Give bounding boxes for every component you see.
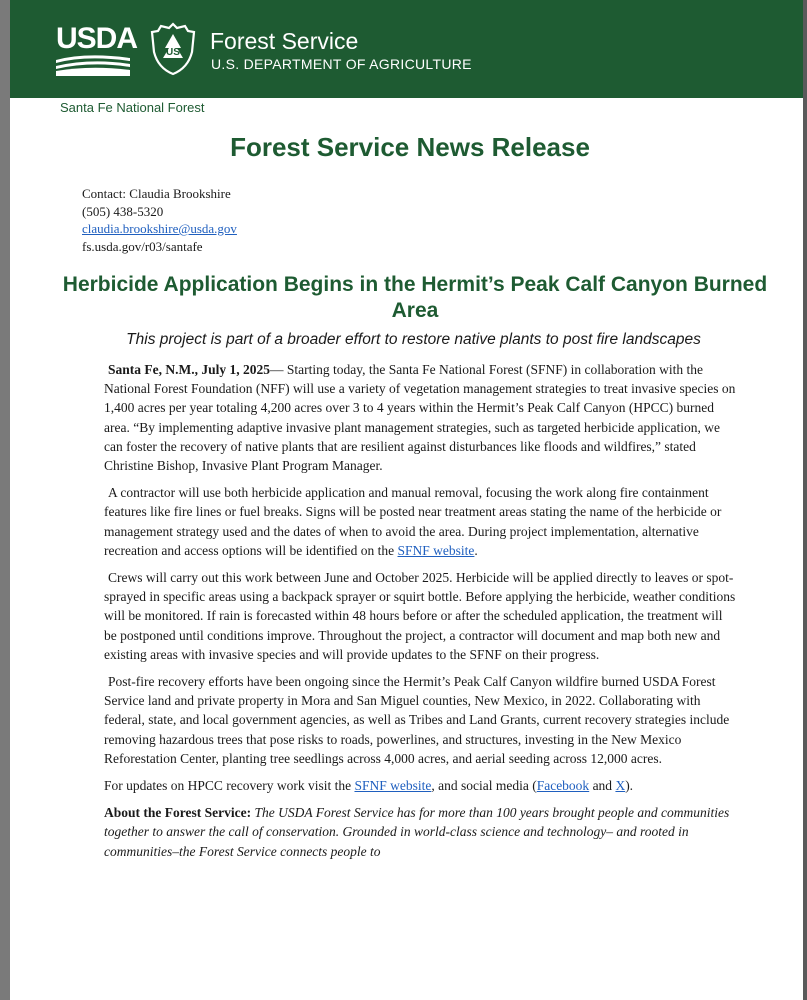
headline: Herbicide Application Begins in the Hermit’s Peak Calf Canyon Burned Area: [62, 273, 768, 322]
sfnf-website-link[interactable]: SFNF website: [397, 542, 475, 558]
about-text: The USDA Forest Service has for more than 100 years brought people and communities together to answer the call of conservation. Grounded in world-class science and technology– and rooted in communities–the Forest Service connects people to: [104, 805, 730, 859]
usda-hills-icon: [56, 54, 130, 76]
header-banner: [10, 0, 803, 96]
release-title: Forest Service News Release: [230, 132, 590, 162]
paragraph-5: For updates on HPCC recovery work visit the SFNF website, and social media (Facebook and X).: [104, 778, 634, 794]
paragraph-3: Crews will carry out this work between June and October 2025. Herbicide will be applied directly to leaves or spot-sprayed in specific areas using a backpack sprayer or squirt bottle. Before applying the herbicide, weather conditions will be monitored. If rain is forecasted within 48 hours before or after the scheduled application, the treatment will be postponed until conditions improve. Throughout the project, a contractor will document and map both new and existing areas with invasive species and will provide updates to the SFNF on their progress.: [104, 570, 736, 662]
contact-block: [82, 185, 237, 255]
contact-email-link[interactable]: claudia.brookshire@usda.gov: [82, 221, 237, 236]
sfnf-website-link-2[interactable]: SFNF website: [354, 778, 432, 794]
x-link[interactable]: X: [615, 778, 626, 794]
forest-service-shield-icon: [150, 22, 196, 76]
subheadline: This project is part of a broader effort to restore native plants to post fire landscapes: [126, 331, 701, 348]
dateline: Santa Fe, N.M., July 1, 2025: [108, 362, 270, 377]
paragraph-1: Santa Fe, N.M., July 1, 2025— Starting today, the Santa Fe National Forest (SFNF) in collaboration with the National Forest Foundation (NFF) will use a variety of vegetation management strategies to treat invasive species on 1,400 acres per year totaling 4,200 acres over 3 to 4 years within the Hermit’s Peak Calf Canyon (HPCC) burned area. “By implementing adaptive invasive plant management strategies, such as targeted herbicide application, we can foster the recovery of native plants that are resilient against disturbances like floods and wildfires,” stated Christine Bishop, Invasive Plant Program Manager.: [104, 362, 736, 474]
contact-phone: (505) 438-5320: [82, 203, 164, 219]
shield-text: US: [166, 47, 180, 58]
contact-website: fs.usda.gov/r03/santafe: [82, 238, 203, 254]
about-label: About the Forest Service:: [104, 805, 252, 821]
usda-logo[interactable]: [56, 22, 138, 78]
article-body: [104, 360, 736, 869]
contact-name: Contact: Claudia Brookshire: [82, 186, 231, 201]
header-divider: [10, 96, 803, 98]
unit-name: Santa Fe National Forest: [60, 100, 205, 115]
paragraph-2: A contractor will use both herbicide application and manual removal, focusing the work along fire containment features like fire lines or fuel breaks. Signs will be posted near treatment areas stating the name of the herbicide or management strategy used and the dates of when to avoid the area. During project implementation, alternative recreation and access options will be identified on the SFNF website.: [104, 485, 722, 558]
department-name: U.S. DEPARTMENT OF AGRICULTURE: [211, 56, 472, 72]
agency-name: Forest Service: [210, 28, 359, 54]
window-edge-left: [0, 0, 10, 1000]
usda-logo-text: USDA: [56, 22, 138, 55]
about-paragraph: [104, 803, 736, 861]
facebook-link[interactable]: Facebook: [536, 778, 590, 794]
paragraph-4: Post-fire recovery efforts have been ongoing since the Hermit’s Peak Calf Canyon wildfire burned USDA Forest Service land and private property in Mora and San Miguel counties, New Mexico, in 2022. Collaborating with federal, state, and local government agencies, as well as Tribes and Land Grants, current recovery strategies include removing hazardous trees that pose risks to roads, powerlines, and structures, investing in the New Mexico Reforestation Center, planting tree seedlings across 4,000 acres, and aerial seeding across 12,000 acres.: [104, 674, 730, 766]
